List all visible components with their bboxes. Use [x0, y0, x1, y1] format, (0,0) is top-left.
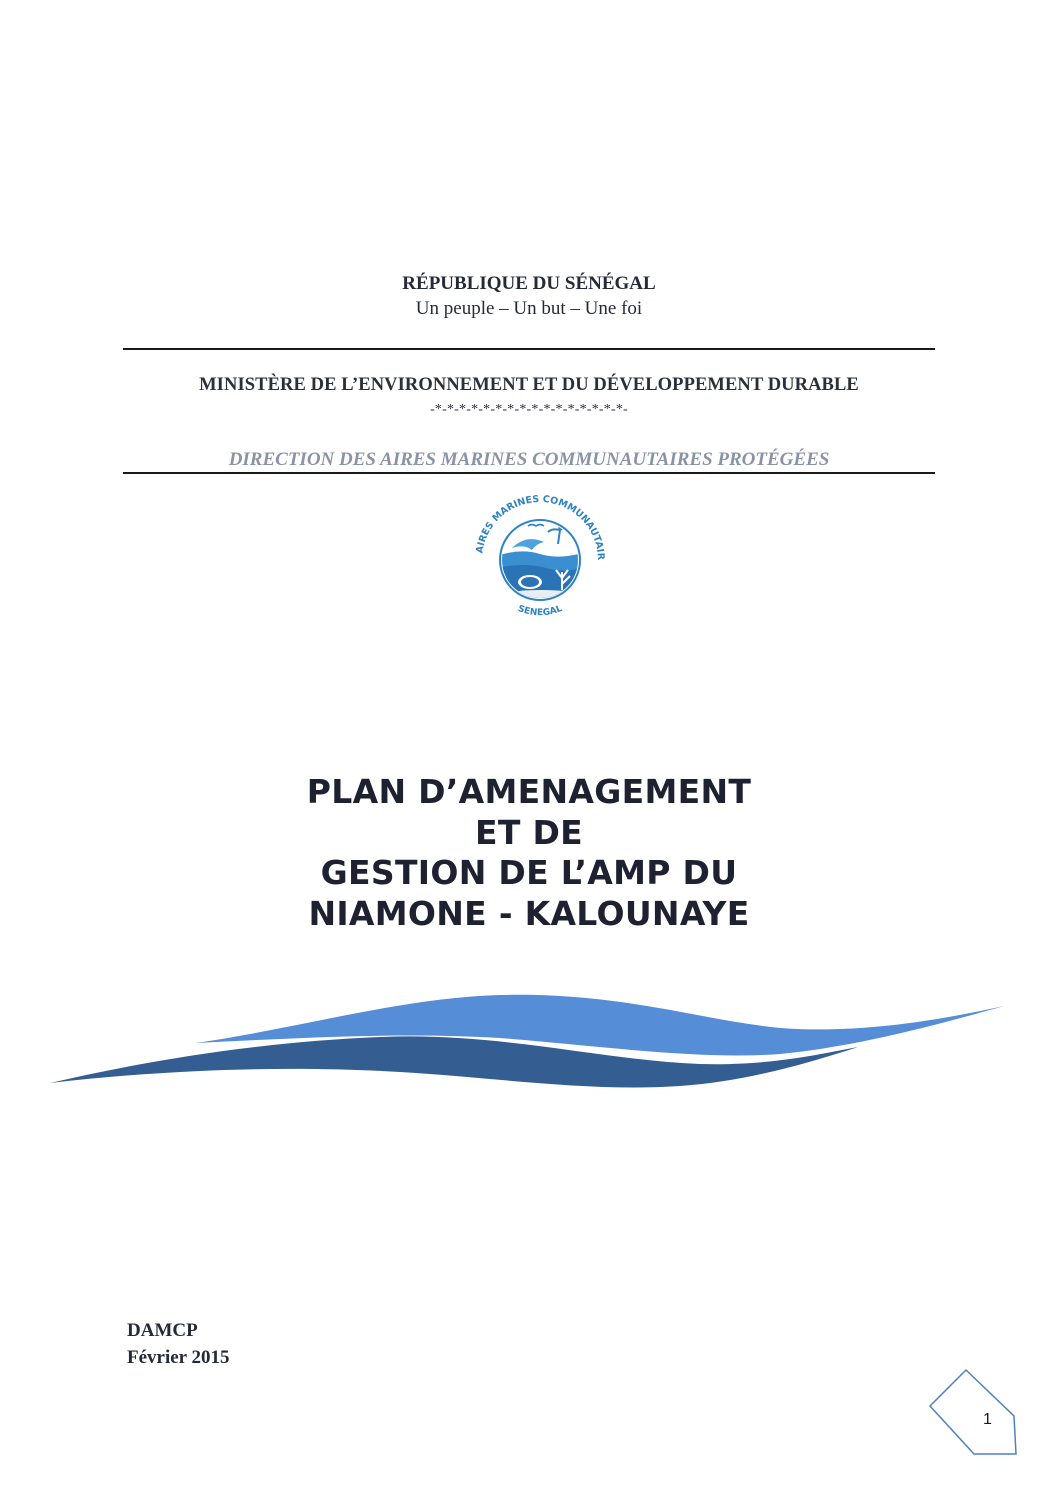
damcp-logo: [466, 486, 614, 634]
ministry-name: MINISTÈRE DE L’ENVIRONNEMENT ET DU DÉVELOPPEMENT DURABLE: [199, 375, 859, 395]
direction-name: DIRECTION DES AIRES MARINES COMMUNAUTAIRES PROTÉGÉES: [228, 449, 830, 470]
organization-acronym: DAMCP: [127, 1320, 198, 1341]
svg-text:DIRECTION DES AIRES MARINES CO: AIRES MARINES COMMUNAUTAIR: [474, 493, 607, 561]
title-line-1: PLAN D’AMENAGEMENT: [306, 772, 752, 811]
publication-date: Février 2015: [127, 1347, 230, 1368]
title-line-2: ET DE: [475, 812, 583, 852]
republic-title: RÉPUBLIQUE DU SÉNÉGAL: [402, 273, 656, 294]
document-title: [0, 772, 1058, 934]
national-motto: Un peuple – Un but – Une foi: [415, 298, 643, 319]
title-line-3: GESTION DE L’AMP DU: [320, 853, 738, 892]
decorative-wave: [0, 980, 1058, 1110]
title-line-4: NIAMONE - KALOUNAYE: [308, 893, 750, 933]
direction-divider: [123, 472, 935, 474]
top-divider: [123, 348, 935, 350]
page-number: 1: [983, 1411, 992, 1428]
asterisk-separator: -*-*-*-*-*-*-*-*-*-*-*-*-*-*-*-*-: [430, 402, 628, 417]
page-number-frame: [928, 1368, 1020, 1458]
logo-seascape-icon: [496, 516, 586, 606]
svg-text:SENEGAL: SENEGAL: [516, 603, 564, 619]
